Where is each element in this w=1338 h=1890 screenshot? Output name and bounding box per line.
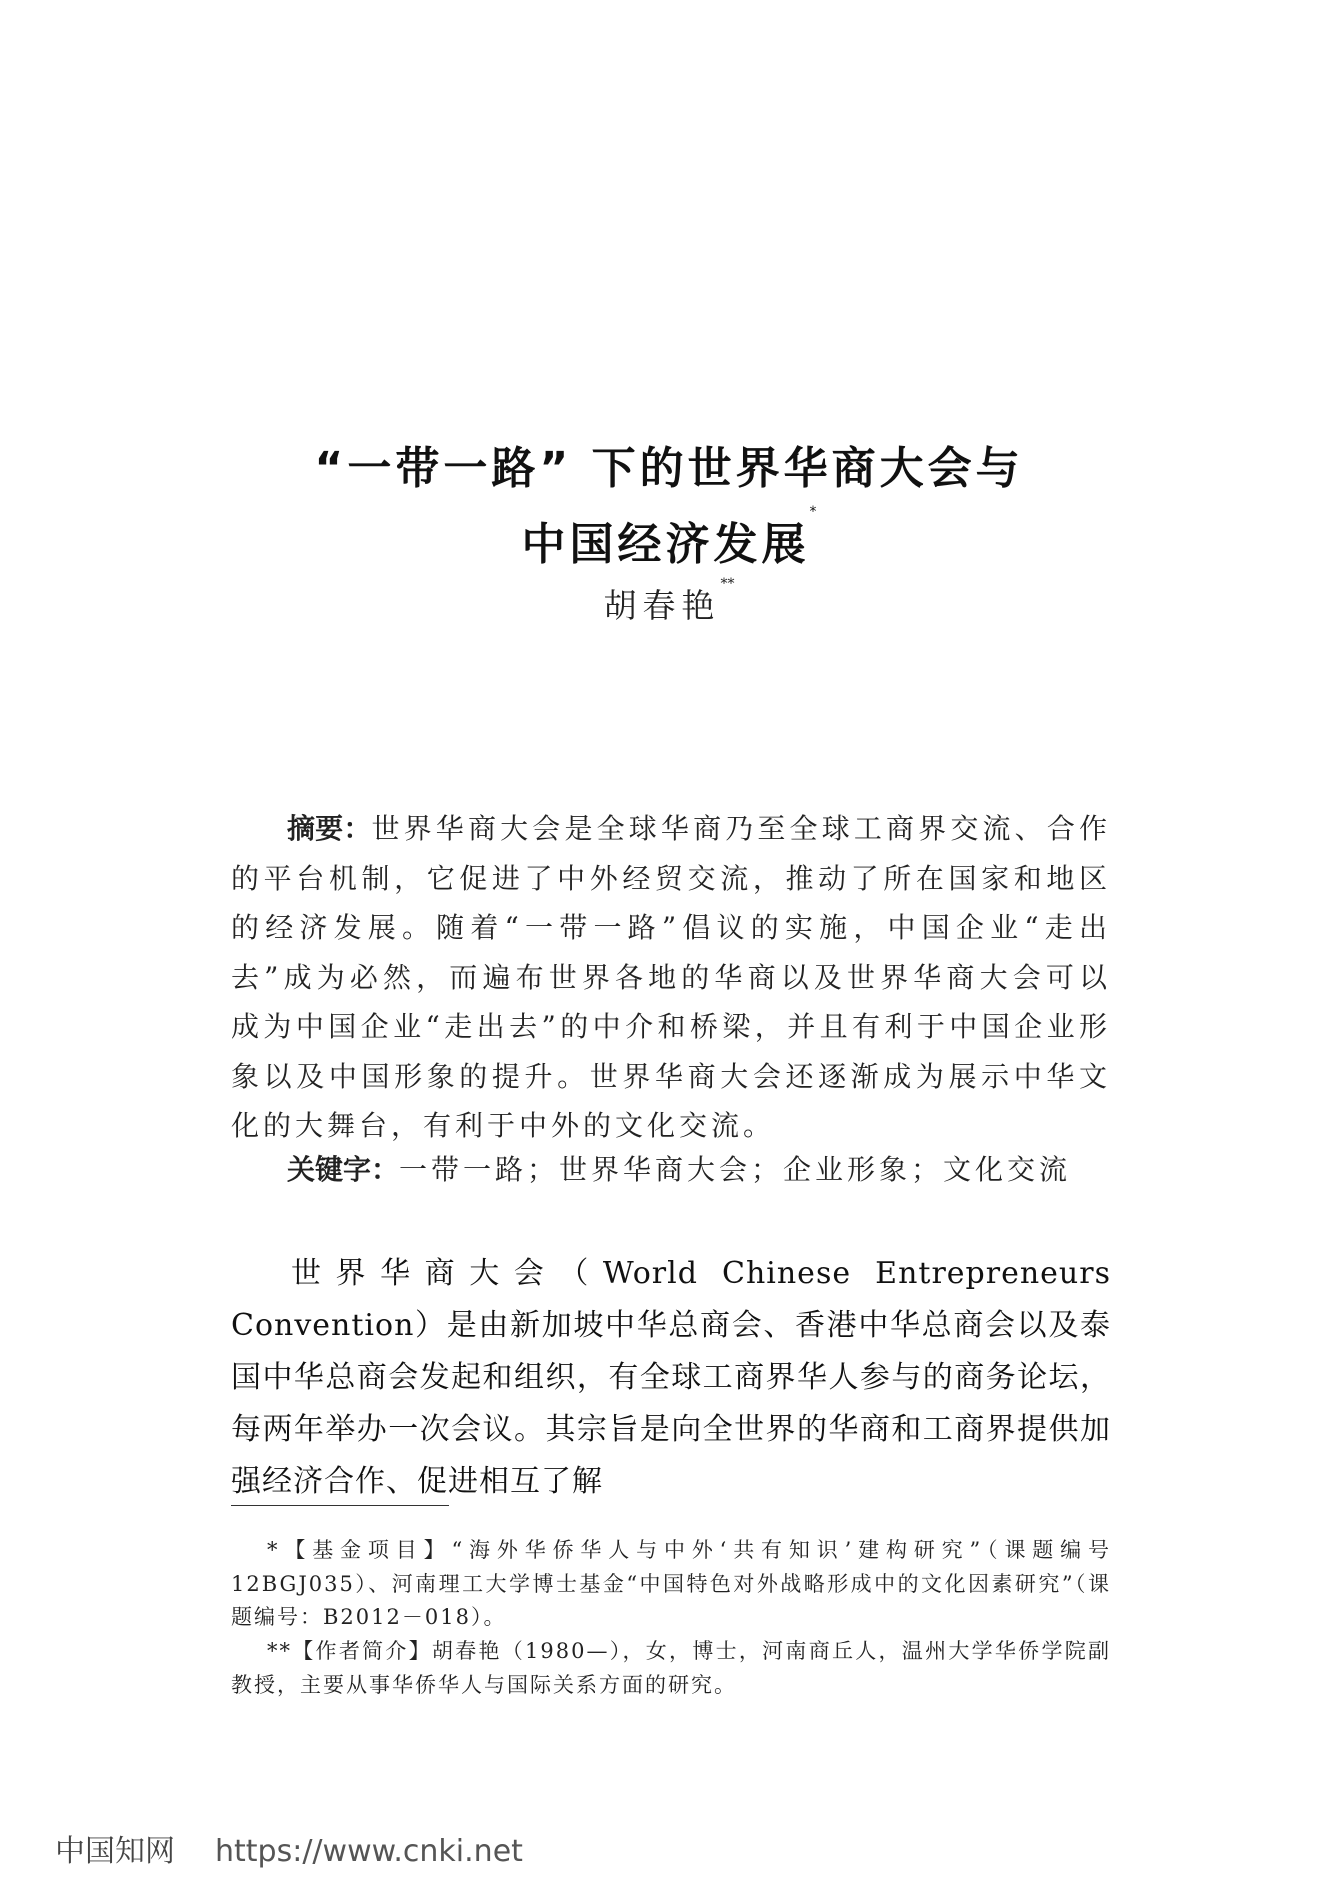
article-title-line-1: “一带一路” 下的世界华商大会与 [314, 443, 1024, 494]
body-paragraph: 世界华商大会（World Chinese Entrepreneurs Convention）是由新加坡中华总商会、香港中华总商会以及泰国中华总商会发起和组织，有全球工商界华人参与的商务论坛，每两年举办一次会议。其宗旨是向全世界的华商和工商界提供加强经济合作、促进相互了解 [231, 1256, 1111, 1499]
author [0, 576, 1338, 627]
watermark-url: https://www.cnki.net [215, 1834, 523, 1869]
keywords-text: 一带一路；世界华商大会；企业形象；文化交流 [399, 1153, 1072, 1186]
title-footnote-marker: * [809, 504, 817, 520]
footnote-funding: *【基金项目】“海外华侨华人与中外‘共有知识’建构研究”（课题编号12BGJ035）、河南理工大学博士基金“中国特色对外战略形成中的文化因素研究”（课题编号：B2012－018）。 [231, 1538, 1111, 1629]
keywords [287, 1148, 1117, 1188]
watermark-site-name: 中国知网 [55, 1834, 175, 1869]
article-title-line-2 [0, 504, 1338, 572]
abstract [231, 804, 1111, 1151]
keywords-label: 关键字： [287, 1153, 400, 1186]
cnki-watermark [55, 1826, 523, 1870]
footnote-author-bio: **【作者简介】胡春艳（1980—），女，博士，河南商丘人，温州大学华侨学院副教授，主要从事华侨华人与国际关系方面的研究。 [231, 1639, 1111, 1697]
article-title-line-2-text: 中国经济发展 [521, 519, 810, 570]
author-name: 胡春艳 [603, 586, 721, 625]
footnote-divider [231, 1505, 449, 1506]
author-footnote-marker: ** [720, 576, 735, 592]
abstract-text: 世界华商大会是全球华商乃至全球工商界交流、合作的平台机制，它促进了中外经贸交流，推动了所在国家和地区的经济发展。随着“一带一路”倡议的实施，中国企业“走出去”成为必然，而遍布世界各地的华商以及世界华商大会可以成为中国企业“走出去”的中介和桥梁，并且有利于中国企业形象以及中国形象的提升。世界华商大会还逐渐成为展示中华文化的大舞台，有利于中外的文化交流。 [231, 812, 1111, 1142]
abstract-label: 摘要： [287, 812, 372, 845]
